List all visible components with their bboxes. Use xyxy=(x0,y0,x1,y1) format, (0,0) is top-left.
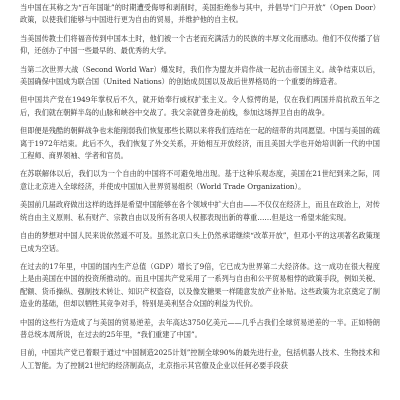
paragraph: 当中国在其称之为“百年国耻”的时期遭受侮辱和剥削时，美国拒绝参与其中，并倡导“门户开放”（Open Door）政策，以使我们能够与中国进行更为自由的贸易，并维护他的自主权。 xyxy=(20,3,380,25)
paragraph: 当第二次世界大战（Second World War）爆发时，我们作为盟友并肩作战一起抗击帝国主义。战争结束以后，美国确保中国成为联合国（United Nations）的创始成员国以及战后世界格局的一个重要的缔造者。 xyxy=(20,64,380,87)
paragraph: 但即便是残酷的朝鲜战争也未能削弱我们恢复那些长期以来将我们连结在一起的纽带的共同愿望。中国与美国的疏离于1972年结束。此后不久，我们恢复了外交关系，开始相互开放经济，而且美国大学也开始培训新一代的中国工程师、商界领袖、学者和官员。 xyxy=(20,126,380,161)
paragraph: 在过去的17年里，中国的国内生产总值（GDP）增长了9倍，它已成为世界第二大经济体。这一成功在很大程度上是由美国在中国的投资所推动的。而且中国共产党采用了一系列与自由和公平贸易相悖的政策手段，例如关税、配额、货币操纵、强制技术转让、知识产权盗窃，以及像发糖果一样随意发放产业补贴。这些政策为北京奠定了制造业的基础，但却以牺牲其竞争对手，特别是美利坚合众国的利益为代价。 xyxy=(20,261,380,309)
paragraph: 自由的梦想对中国人民来说依然遥不可及。虽然北京口头上仍然承诺继续“改革开放”，但邓小平的这项著名政策现已成为空话。 xyxy=(20,231,380,253)
paragraph: 中国的这些行为造成了与美国的贸易逆差，去年高达3750亿美元——几乎占我们全球贸易逆差的一半。正如特朗普总统本周所说，在过去的25年里，“我们重建了中国”。 xyxy=(20,317,380,339)
paragraph: 在苏联解体以后，我们以为一个自由的中国将不可避免地出现。基于这种乐观态度，美国在21世纪到来之际，同意让北京进入全球经济，并使成中国加入世界贸易组织（World Trade Organization）。 xyxy=(20,169,380,191)
paragraph: 目前，中国共产党已着眼于通过“中国制造2025计划”控制全球90%的最先进行业，包括机器人技术、生物技术和人工智能。为了控制21世纪的经济制高点，北京指示其官僚及企业以任何必要手段获 xyxy=(20,348,380,370)
paragraph: 但中国共产党在1949年掌权后不久，就开始奉行威权扩张主义。令人惊愕的是，仅在我们两国并肩抗敌五年之后，我们就在朝鲜半岛的山脉和峡谷中交战了。我父亲就曾身赴前线，参加这场捍卫自由的战争。 xyxy=(20,95,380,117)
paragraph: 美国前几届政府做出这样的选择是希望中国能够在各个领域中扩大自由——不仅仅在经济上，而且在政治上，对传统自由主义原则、私有财产、宗教自由以及所有各项人权都表现出新的尊重……但是这一希望未能实现。 xyxy=(20,200,380,222)
paragraph: 当美国传教士们将福音传到中国本土时，他们被一个古老而充满活力的民族的丰厚文化而感动。他们不仅传播了信仰，还创办了中国一些最早的、最优秀的大学。 xyxy=(20,33,380,56)
